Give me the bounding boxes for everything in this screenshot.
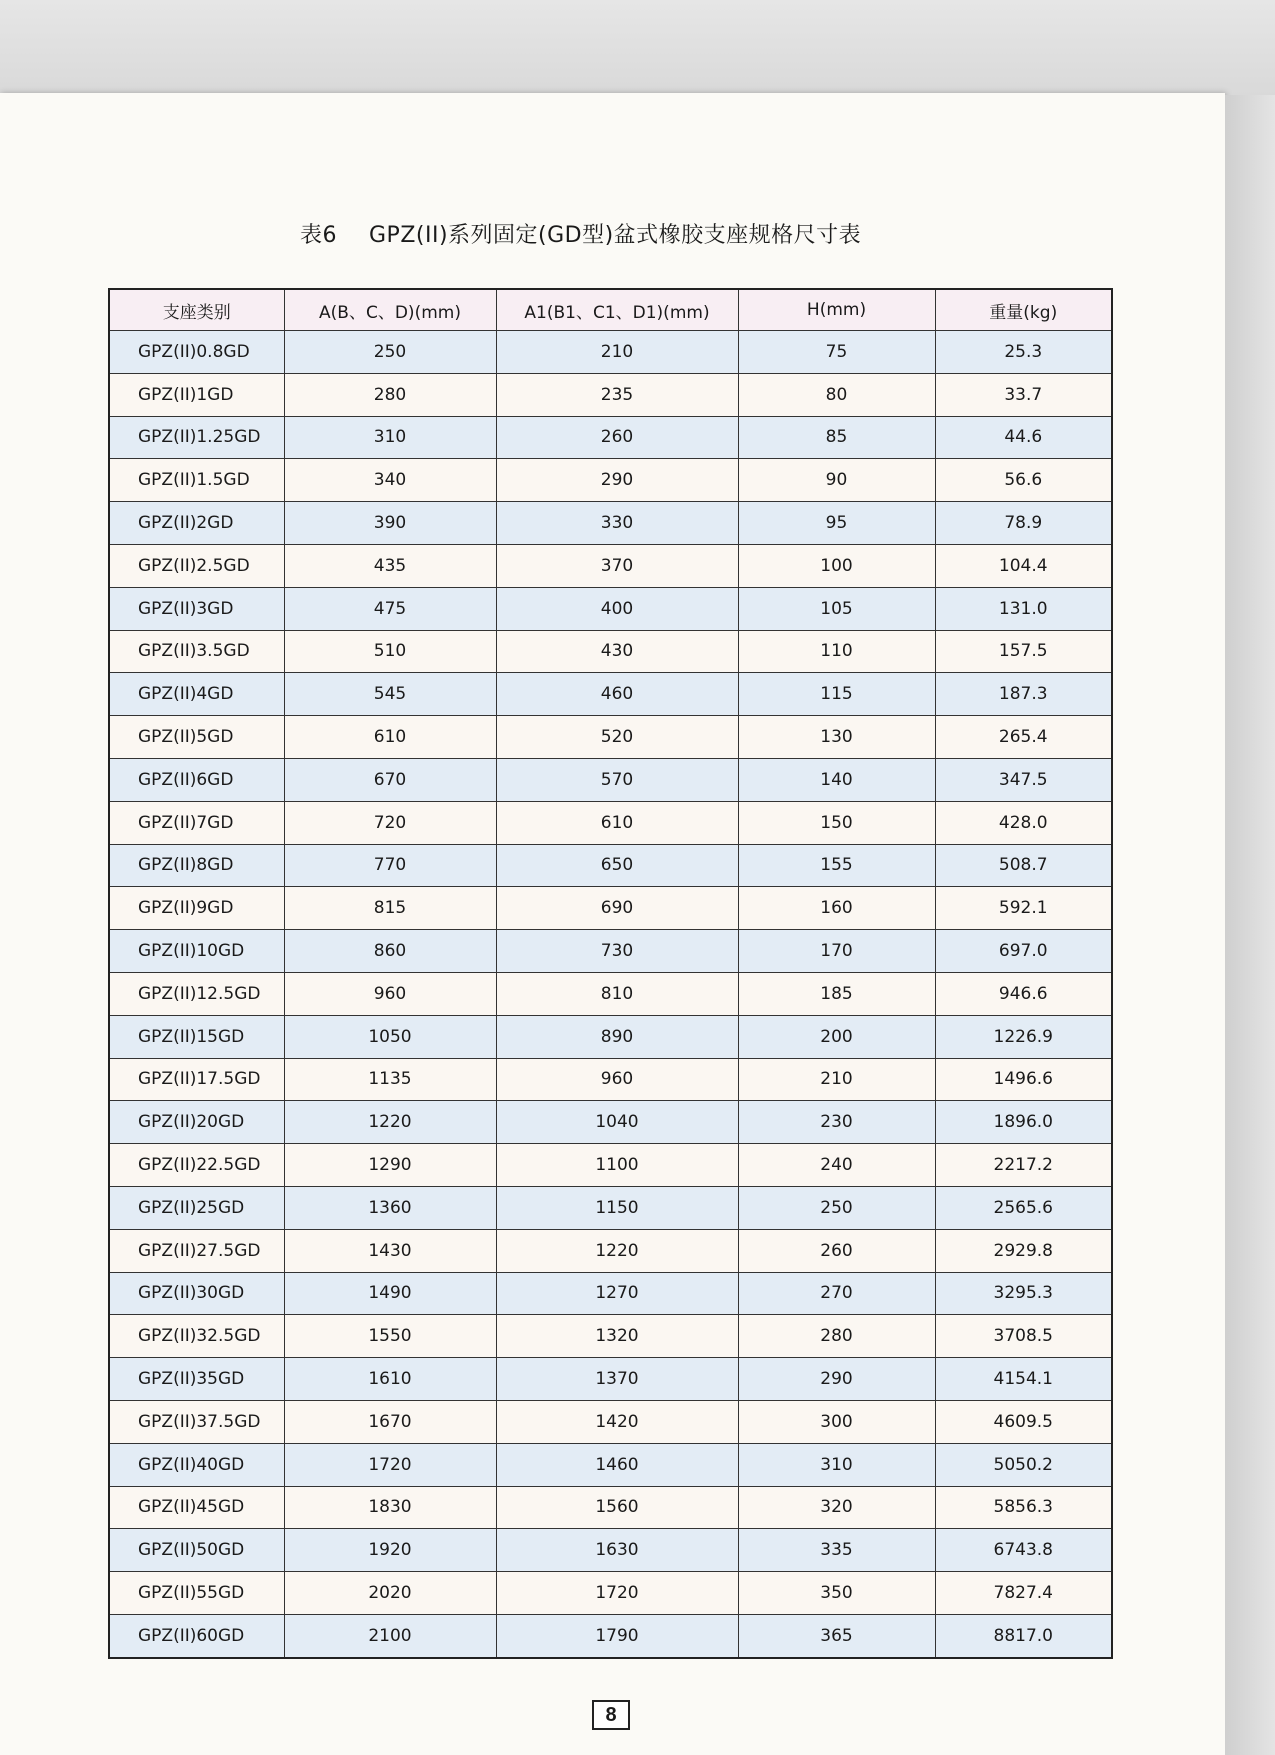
cell-a1: 1460	[496, 1443, 738, 1486]
cell-weight: 347.5	[935, 758, 1112, 801]
table-row	[109, 1015, 1112, 1058]
header-type: 支座类别	[109, 289, 284, 331]
cell-a: 280	[284, 373, 496, 416]
cell-a1: 210	[496, 331, 738, 374]
table-row	[109, 1144, 1112, 1187]
cell-weight: 946.6	[935, 972, 1112, 1015]
cell-type: GPZ(II)60GD	[109, 1614, 284, 1657]
cell-type: GPZ(II)1.5GD	[109, 459, 284, 502]
cell-h: 320	[738, 1486, 935, 1529]
cell-a: 1050	[284, 1015, 496, 1058]
cell-type: GPZ(II)45GD	[109, 1486, 284, 1529]
cell-a1: 1420	[496, 1400, 738, 1443]
table-row	[109, 502, 1112, 545]
cell-a1: 1100	[496, 1144, 738, 1187]
table-row	[109, 1229, 1112, 1272]
table-row	[109, 1443, 1112, 1486]
cell-weight: 25.3	[935, 331, 1112, 374]
cell-h: 260	[738, 1229, 935, 1272]
cell-a: 610	[284, 716, 496, 759]
cell-a: 1720	[284, 1443, 496, 1486]
table-row	[109, 1358, 1112, 1401]
cell-h: 210	[738, 1058, 935, 1101]
cell-type: GPZ(II)7GD	[109, 801, 284, 844]
table-number: 表6	[300, 223, 337, 248]
cell-type: GPZ(II)20GD	[109, 1101, 284, 1144]
cell-type: GPZ(II)3GD	[109, 587, 284, 630]
cell-weight: 33.7	[935, 373, 1112, 416]
cell-type: GPZ(II)10GD	[109, 930, 284, 973]
cell-a1: 650	[496, 844, 738, 887]
cell-type: GPZ(II)3.5GD	[109, 630, 284, 673]
cell-a: 770	[284, 844, 496, 887]
cell-h: 270	[738, 1272, 935, 1315]
cell-a1: 1150	[496, 1186, 738, 1229]
table-row	[109, 930, 1112, 973]
cell-h: 350	[738, 1572, 935, 1615]
table-row	[109, 1400, 1112, 1443]
cell-h: 250	[738, 1186, 935, 1229]
cell-weight: 428.0	[935, 801, 1112, 844]
cell-a: 310	[284, 416, 496, 459]
cell-weight: 4154.1	[935, 1358, 1112, 1401]
cell-weight: 104.4	[935, 544, 1112, 587]
cell-a1: 1320	[496, 1315, 738, 1358]
page-number: 8	[592, 1700, 630, 1730]
cell-a: 1550	[284, 1315, 496, 1358]
cell-a1: 690	[496, 887, 738, 930]
cell-weight: 592.1	[935, 887, 1112, 930]
cell-a: 510	[284, 630, 496, 673]
cell-type: GPZ(II)22.5GD	[109, 1144, 284, 1187]
cell-weight: 265.4	[935, 716, 1112, 759]
cell-weight: 3295.3	[935, 1272, 1112, 1315]
table-row	[109, 416, 1112, 459]
table-row	[109, 630, 1112, 673]
cell-a1: 1720	[496, 1572, 738, 1615]
cell-a: 670	[284, 758, 496, 801]
cell-h: 160	[738, 887, 935, 930]
cell-type: GPZ(II)5GD	[109, 716, 284, 759]
table-row	[109, 1186, 1112, 1229]
cell-a1: 1220	[496, 1229, 738, 1272]
cell-h: 365	[738, 1614, 935, 1657]
cell-a: 1830	[284, 1486, 496, 1529]
cell-a1: 610	[496, 801, 738, 844]
cell-a: 860	[284, 930, 496, 973]
cell-a: 435	[284, 544, 496, 587]
scan-top-margin	[0, 0, 1275, 95]
cell-h: 200	[738, 1015, 935, 1058]
table-row	[109, 758, 1112, 801]
cell-a1: 1630	[496, 1529, 738, 1572]
cell-type: GPZ(II)35GD	[109, 1358, 284, 1401]
cell-type: GPZ(II)8GD	[109, 844, 284, 887]
header-h: H(mm)	[738, 289, 935, 331]
cell-weight: 7827.4	[935, 1572, 1112, 1615]
table-title	[300, 218, 940, 254]
cell-weight: 187.3	[935, 673, 1112, 716]
cell-a: 545	[284, 673, 496, 716]
cell-type: GPZ(II)1.25GD	[109, 416, 284, 459]
cell-a1: 890	[496, 1015, 738, 1058]
table-row	[109, 459, 1112, 502]
cell-a: 1610	[284, 1358, 496, 1401]
cell-h: 100	[738, 544, 935, 587]
cell-type: GPZ(II)50GD	[109, 1529, 284, 1572]
cell-type: GPZ(II)9GD	[109, 887, 284, 930]
cell-h: 105	[738, 587, 935, 630]
cell-h: 150	[738, 801, 935, 844]
cell-a1: 290	[496, 459, 738, 502]
cell-a1: 1560	[496, 1486, 738, 1529]
cell-a: 1290	[284, 1144, 496, 1187]
table-row	[109, 972, 1112, 1015]
cell-a1: 570	[496, 758, 738, 801]
cell-type: GPZ(II)4GD	[109, 673, 284, 716]
cell-type: GPZ(II)40GD	[109, 1443, 284, 1486]
cell-a1: 260	[496, 416, 738, 459]
cell-a1: 370	[496, 544, 738, 587]
cell-type: GPZ(II)1GD	[109, 373, 284, 416]
table-row	[109, 587, 1112, 630]
cell-a1: 810	[496, 972, 738, 1015]
cell-h: 95	[738, 502, 935, 545]
cell-weight: 5050.2	[935, 1443, 1112, 1486]
cell-weight: 2565.6	[935, 1186, 1112, 1229]
table-row	[109, 801, 1112, 844]
cell-type: GPZ(II)30GD	[109, 1272, 284, 1315]
cell-weight: 1896.0	[935, 1101, 1112, 1144]
cell-weight: 78.9	[935, 502, 1112, 545]
table-row	[109, 1529, 1112, 1572]
cell-weight: 8817.0	[935, 1614, 1112, 1657]
table-title-text: GPZ(II)系列固定(GD型)盆式橡胶支座规格尺寸表	[369, 223, 862, 248]
cell-h: 110	[738, 630, 935, 673]
cell-h: 310	[738, 1443, 935, 1486]
cell-a1: 520	[496, 716, 738, 759]
cell-h: 140	[738, 758, 935, 801]
cell-a1: 730	[496, 930, 738, 973]
cell-a: 1360	[284, 1186, 496, 1229]
cell-h: 85	[738, 416, 935, 459]
cell-h: 335	[738, 1529, 935, 1572]
spec-table	[108, 288, 1113, 1659]
cell-weight: 697.0	[935, 930, 1112, 973]
cell-type: GPZ(II)37.5GD	[109, 1400, 284, 1443]
cell-h: 280	[738, 1315, 935, 1358]
cell-a1: 1270	[496, 1272, 738, 1315]
cell-a: 2020	[284, 1572, 496, 1615]
cell-h: 75	[738, 331, 935, 374]
cell-h: 80	[738, 373, 935, 416]
table-row	[109, 544, 1112, 587]
cell-h: 290	[738, 1358, 935, 1401]
cell-a1: 1370	[496, 1358, 738, 1401]
cell-h: 300	[738, 1400, 935, 1443]
cell-weight: 508.7	[935, 844, 1112, 887]
cell-a: 340	[284, 459, 496, 502]
cell-a: 815	[284, 887, 496, 930]
cell-a: 1135	[284, 1058, 496, 1101]
table-row	[109, 1614, 1112, 1657]
cell-a: 1920	[284, 1529, 496, 1572]
cell-type: GPZ(II)32.5GD	[109, 1315, 284, 1358]
cell-h: 115	[738, 673, 935, 716]
cell-type: GPZ(II)55GD	[109, 1572, 284, 1615]
header-a: A(B、C、D)(mm)	[284, 289, 496, 331]
cell-a: 960	[284, 972, 496, 1015]
cell-a: 1220	[284, 1101, 496, 1144]
cell-a: 2100	[284, 1614, 496, 1657]
cell-a: 1430	[284, 1229, 496, 1272]
cell-weight: 157.5	[935, 630, 1112, 673]
cell-h: 155	[738, 844, 935, 887]
cell-weight: 4609.5	[935, 1400, 1112, 1443]
cell-a1: 235	[496, 373, 738, 416]
cell-a1: 430	[496, 630, 738, 673]
cell-type: GPZ(II)6GD	[109, 758, 284, 801]
table-row	[109, 1572, 1112, 1615]
cell-weight: 1496.6	[935, 1058, 1112, 1101]
cell-h: 230	[738, 1101, 935, 1144]
cell-type: GPZ(II)25GD	[109, 1186, 284, 1229]
cell-weight: 6743.8	[935, 1529, 1112, 1572]
cell-type: GPZ(II)27.5GD	[109, 1229, 284, 1272]
cell-a1: 400	[496, 587, 738, 630]
cell-h: 240	[738, 1144, 935, 1187]
table-body	[109, 331, 1112, 1658]
table-row	[109, 887, 1112, 930]
cell-weight: 2217.2	[935, 1144, 1112, 1187]
cell-h: 130	[738, 716, 935, 759]
cell-h: 185	[738, 972, 935, 1015]
cell-type: GPZ(II)2GD	[109, 502, 284, 545]
header-a1: A1(B1、C1、D1)(mm)	[496, 289, 738, 331]
cell-type: GPZ(II)2.5GD	[109, 544, 284, 587]
table-row	[109, 373, 1112, 416]
cell-a: 1670	[284, 1400, 496, 1443]
cell-weight: 44.6	[935, 416, 1112, 459]
cell-type: GPZ(II)0.8GD	[109, 331, 284, 374]
cell-type: GPZ(II)15GD	[109, 1015, 284, 1058]
table-row	[109, 716, 1112, 759]
cell-a: 250	[284, 331, 496, 374]
cell-type: GPZ(II)12.5GD	[109, 972, 284, 1015]
cell-weight: 2929.8	[935, 1229, 1112, 1272]
table-header-row	[109, 289, 1112, 331]
cell-a1: 330	[496, 502, 738, 545]
cell-weight: 5856.3	[935, 1486, 1112, 1529]
table-row	[109, 1101, 1112, 1144]
cell-weight: 3708.5	[935, 1315, 1112, 1358]
table-row	[109, 331, 1112, 374]
cell-a1: 960	[496, 1058, 738, 1101]
cell-weight: 56.6	[935, 459, 1112, 502]
cell-type: GPZ(II)17.5GD	[109, 1058, 284, 1101]
table-row	[109, 1315, 1112, 1358]
scan-right-margin	[1225, 95, 1275, 1755]
cell-a: 390	[284, 502, 496, 545]
table-row	[109, 844, 1112, 887]
table-row	[109, 673, 1112, 716]
cell-weight: 131.0	[935, 587, 1112, 630]
cell-a1: 1040	[496, 1101, 738, 1144]
cell-a: 720	[284, 801, 496, 844]
cell-weight: 1226.9	[935, 1015, 1112, 1058]
cell-h: 90	[738, 459, 935, 502]
table-row	[109, 1272, 1112, 1315]
cell-a: 1490	[284, 1272, 496, 1315]
cell-a: 475	[284, 587, 496, 630]
table-row	[109, 1486, 1112, 1529]
cell-h: 170	[738, 930, 935, 973]
cell-a1: 460	[496, 673, 738, 716]
cell-a1: 1790	[496, 1614, 738, 1657]
header-weight: 重量(kg)	[935, 289, 1112, 331]
table-row	[109, 1058, 1112, 1101]
